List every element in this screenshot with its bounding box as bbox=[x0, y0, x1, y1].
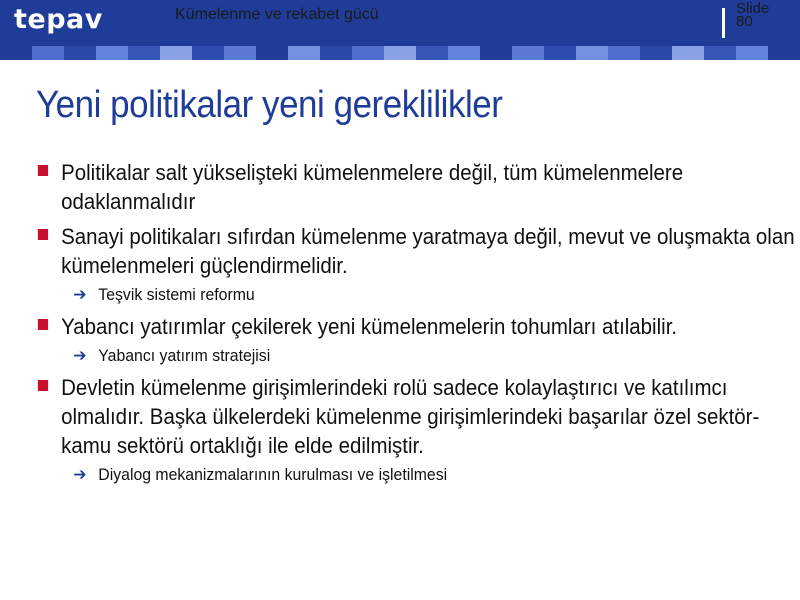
sub-bullet-text: Diyalog mekanizmalarının kurulması ve işletilmesi bbox=[98, 465, 448, 484]
header-bar bbox=[0, 0, 800, 46]
stripe-segment bbox=[256, 46, 288, 60]
stripe-segment bbox=[512, 46, 544, 60]
bullet-text: Yabancı yatırımlar çekilerek yeni kümelenmelerin tohumları atılabilir. bbox=[61, 314, 678, 339]
bullet-item bbox=[36, 312, 800, 341]
bullet-list bbox=[36, 158, 795, 492]
tepav-logo: tepav bbox=[14, 4, 103, 35]
stripe-segment bbox=[224, 46, 256, 60]
stripe-segment bbox=[384, 46, 416, 60]
slide-number: 80 bbox=[736, 13, 753, 30]
slide-number-label bbox=[736, 2, 769, 28]
sub-bullet-text: Yabancı yatırım stratejisi bbox=[98, 346, 271, 365]
stripe-segment bbox=[96, 46, 128, 60]
sub-bullet-item bbox=[36, 284, 724, 306]
red-square-bullet-icon bbox=[38, 380, 48, 391]
stripe-segment bbox=[128, 46, 160, 60]
stripe-segment bbox=[672, 46, 704, 60]
stripe-segment bbox=[320, 46, 352, 60]
stripe-segment bbox=[480, 46, 512, 60]
stripe-segment bbox=[192, 46, 224, 60]
stripe-segment bbox=[448, 46, 480, 60]
sub-bullet-text: Teşvik sistemi reformu bbox=[98, 285, 255, 304]
arrow-right-icon: ➔ bbox=[73, 346, 87, 366]
stripe-segment bbox=[640, 46, 672, 60]
arrow-right-icon: ➔ bbox=[73, 465, 87, 485]
bullet-item bbox=[36, 373, 800, 460]
red-square-bullet-icon bbox=[38, 229, 48, 240]
header-title: Kümelenme ve rekabet gücü bbox=[175, 6, 379, 23]
header-divider bbox=[722, 8, 725, 38]
stripe-segment bbox=[608, 46, 640, 60]
bullet-item bbox=[36, 158, 800, 216]
bullet-item bbox=[36, 222, 800, 280]
stripe-segment bbox=[576, 46, 608, 60]
red-square-bullet-icon bbox=[38, 319, 48, 330]
sub-bullet-item bbox=[36, 464, 724, 486]
stripe-segment bbox=[32, 46, 64, 60]
sub-bullet-item bbox=[36, 345, 724, 367]
stripe-segment bbox=[416, 46, 448, 60]
slide-title: Yeni politikalar yeni gereklilikler bbox=[36, 84, 503, 126]
bullet-text: Devletin kümelenme girişimlerindeki rolü sadece kolaylaştırıcı ve katılımcı olmalıdır. Başka ülkelerdeki kümelenme girişimlerindeki başarılar özel sektör-kamu sektörü ortaklığı ile elde edilmiştir. bbox=[61, 375, 760, 458]
bullet-text: Politikalar salt yükselişteki kümelenmelere değil, tüm kümelenmelere odaklanmalıdır bbox=[61, 160, 684, 214]
arrow-right-icon: ➔ bbox=[73, 285, 87, 305]
stripe-segment bbox=[288, 46, 320, 60]
decorative-stripe-band bbox=[0, 46, 800, 60]
stripe-segment bbox=[160, 46, 192, 60]
stripe-segment bbox=[704, 46, 736, 60]
stripe-segment bbox=[768, 46, 800, 60]
stripe-segment bbox=[64, 46, 96, 60]
red-square-bullet-icon bbox=[38, 165, 48, 176]
stripe-segment bbox=[544, 46, 576, 60]
stripe-segment bbox=[736, 46, 768, 60]
slide-label-text: Slide bbox=[736, 0, 770, 17]
stripe-segment bbox=[0, 46, 32, 60]
bullet-text: Sanayi politikaları sıfırdan kümelenme yaratmaya değil, mevut ve oluşmakta olan kümelenmeleri güçlendirmelidir. bbox=[61, 224, 795, 278]
stripe-segment bbox=[352, 46, 384, 60]
